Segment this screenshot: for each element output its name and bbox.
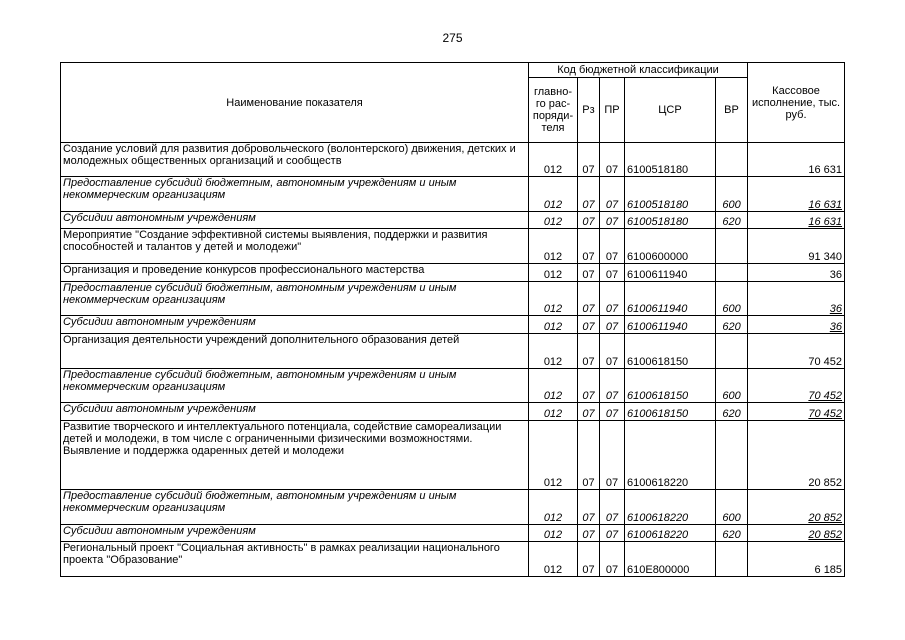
table-row bbox=[61, 264, 845, 282]
cell-csr: 6100618150 bbox=[625, 334, 716, 369]
table-body bbox=[61, 143, 845, 577]
cell-csr: 6100518180 bbox=[625, 143, 716, 177]
cell-pr: 07 bbox=[600, 369, 625, 403]
cell-vr: 620 bbox=[716, 403, 748, 421]
cell-csr: 610E800000 bbox=[625, 542, 716, 577]
cell-pr: 07 bbox=[600, 490, 625, 525]
cell-vr: 600 bbox=[716, 369, 748, 403]
cell-pr: 07 bbox=[600, 316, 625, 334]
cell-pr: 07 bbox=[600, 229, 625, 264]
cell-rz: 07 bbox=[578, 229, 600, 264]
cell-pr: 07 bbox=[600, 525, 625, 542]
cell-rz: 07 bbox=[578, 143, 600, 177]
header-rz: Рз bbox=[578, 78, 600, 143]
cell-vr bbox=[716, 264, 748, 282]
cell-vr: 600 bbox=[716, 177, 748, 212]
cell-rz: 07 bbox=[578, 177, 600, 212]
header-pr: ПР bbox=[600, 78, 625, 143]
cell-sum: 20 852 bbox=[748, 490, 845, 525]
cell-pr: 07 bbox=[600, 212, 625, 229]
cell-pr: 07 bbox=[600, 282, 625, 316]
cell-csr: 6100518180 bbox=[625, 212, 716, 229]
table-row bbox=[61, 143, 845, 177]
cell-csr: 6100600000 bbox=[625, 229, 716, 264]
cell-glav: 012 bbox=[529, 369, 578, 403]
cell-vr: 600 bbox=[716, 490, 748, 525]
header-glav: главно-го рас-поряди-теля bbox=[529, 78, 578, 143]
table-row bbox=[61, 212, 845, 229]
cell-rz: 07 bbox=[578, 282, 600, 316]
table-row bbox=[61, 334, 845, 369]
header-row-1 bbox=[61, 63, 845, 78]
cell-name: Предоставление субсидий бюджетным, автономным учреждениям и иным некоммерческим организациям bbox=[61, 177, 529, 212]
cell-vr: 620 bbox=[716, 316, 748, 334]
cell-glav: 012 bbox=[529, 403, 578, 421]
cell-pr: 07 bbox=[600, 542, 625, 577]
cell-rz: 07 bbox=[578, 403, 600, 421]
cell-glav: 012 bbox=[529, 264, 578, 282]
cell-name: Развитие творческого и интеллектуального потенциала, содействие самореализации детей и молодежи, в том числе с ограниченными физическими возможностями. Выявление и поддержка одаренных детей и молодежи bbox=[61, 421, 529, 490]
cell-glav: 012 bbox=[529, 177, 578, 212]
cell-glav: 012 bbox=[529, 229, 578, 264]
cell-csr: 6100618220 bbox=[625, 421, 716, 490]
cell-pr: 07 bbox=[600, 334, 625, 369]
cell-name: Субсидии автономным учреждениям bbox=[61, 212, 529, 229]
cell-name: Субсидии автономным учреждениям bbox=[61, 316, 529, 334]
cell-rz: 07 bbox=[578, 542, 600, 577]
cell-glav: 012 bbox=[529, 421, 578, 490]
cell-csr: 6100518180 bbox=[625, 177, 716, 212]
cell-glav: 012 bbox=[529, 490, 578, 525]
cell-glav: 012 bbox=[529, 212, 578, 229]
cell-name: Субсидии автономным учреждениям bbox=[61, 525, 529, 542]
cell-vr bbox=[716, 542, 748, 577]
table-row bbox=[61, 525, 845, 542]
cell-pr: 07 bbox=[600, 421, 625, 490]
cell-name: Создание условий для развития добровольческого (волонтерского) движения, детских и молодежных общественных организаций и сообществ bbox=[61, 143, 529, 177]
cell-csr: 6100618150 bbox=[625, 369, 716, 403]
cell-sum: 70 452 bbox=[748, 369, 845, 403]
cell-pr: 07 bbox=[600, 403, 625, 421]
cell-csr: 6100618150 bbox=[625, 403, 716, 421]
cell-rz: 07 bbox=[578, 316, 600, 334]
cell-pr: 07 bbox=[600, 177, 625, 212]
header-vr: ВР bbox=[716, 78, 748, 143]
cell-vr bbox=[716, 421, 748, 490]
cell-glav: 012 bbox=[529, 334, 578, 369]
cell-sum: 16 631 bbox=[748, 177, 845, 212]
cell-csr: 6100618220 bbox=[625, 525, 716, 542]
cell-rz: 07 bbox=[578, 334, 600, 369]
cell-name: Организация деятельности учреждений дополнительного образования детей bbox=[61, 334, 529, 369]
header-sum: Кассовое исполнение, тыс. руб. bbox=[748, 63, 845, 143]
table-row bbox=[61, 421, 845, 490]
cell-glav: 012 bbox=[529, 282, 578, 316]
header-name: Наименование показателя bbox=[61, 63, 529, 143]
budget-execution-table bbox=[60, 62, 845, 577]
cell-glav: 012 bbox=[529, 525, 578, 542]
cell-sum: 36 bbox=[748, 264, 845, 282]
cell-name: Предоставление субсидий бюджетным, автономным учреждениям и иным некоммерческим организациям bbox=[61, 282, 529, 316]
cell-vr bbox=[716, 334, 748, 369]
cell-sum: 20 852 bbox=[748, 525, 845, 542]
header-csr: ЦСР bbox=[625, 78, 716, 143]
table-row bbox=[61, 369, 845, 403]
table-row bbox=[61, 282, 845, 316]
cell-glav: 012 bbox=[529, 316, 578, 334]
cell-csr: 6100611940 bbox=[625, 264, 716, 282]
cell-vr bbox=[716, 229, 748, 264]
table-row bbox=[61, 542, 845, 577]
cell-rz: 07 bbox=[578, 421, 600, 490]
cell-csr: 6100611940 bbox=[625, 316, 716, 334]
cell-name: Мероприятие "Создание эффективной системы выявления, поддержки и развития способностей и талантов у детей и молодежи" bbox=[61, 229, 529, 264]
cell-vr: 620 bbox=[716, 525, 748, 542]
cell-sum: 16 631 bbox=[748, 143, 845, 177]
table-row bbox=[61, 490, 845, 525]
cell-rz: 07 bbox=[578, 525, 600, 542]
cell-name: Организация и проведение конкурсов профессионального мастерства bbox=[61, 264, 529, 282]
cell-vr: 620 bbox=[716, 212, 748, 229]
cell-sum: 20 852 bbox=[748, 421, 845, 490]
cell-sum: 16 631 bbox=[748, 212, 845, 229]
page-number: 275 bbox=[442, 31, 463, 45]
cell-sum: 6 185 bbox=[748, 542, 845, 577]
cell-csr: 6100618220 bbox=[625, 490, 716, 525]
table-row bbox=[61, 403, 845, 421]
cell-sum: 36 bbox=[748, 282, 845, 316]
cell-csr: 6100611940 bbox=[625, 282, 716, 316]
cell-pr: 07 bbox=[600, 264, 625, 282]
cell-rz: 07 bbox=[578, 490, 600, 525]
cell-sum: 36 bbox=[748, 316, 845, 334]
cell-name: Субсидии автономным учреждениям bbox=[61, 403, 529, 421]
cell-name: Региональный проект "Социальная активность" в рамках реализации национального проекта "Образование" bbox=[61, 542, 529, 577]
cell-sum: 70 452 bbox=[748, 334, 845, 369]
cell-rz: 07 bbox=[578, 212, 600, 229]
cell-pr: 07 bbox=[600, 143, 625, 177]
cell-sum: 91 340 bbox=[748, 229, 845, 264]
header-code-group: Код бюджетной классификации bbox=[529, 63, 748, 78]
cell-glav: 012 bbox=[529, 542, 578, 577]
cell-rz: 07 bbox=[578, 264, 600, 282]
cell-sum: 70 452 bbox=[748, 403, 845, 421]
table-row bbox=[61, 229, 845, 264]
cell-glav: 012 bbox=[529, 143, 578, 177]
cell-name: Предоставление субсидий бюджетным, автономным учреждениям и иным некоммерческим организациям bbox=[61, 490, 529, 525]
cell-vr: 600 bbox=[716, 282, 748, 316]
cell-rz: 07 bbox=[578, 369, 600, 403]
cell-name: Предоставление субсидий бюджетным, автономным учреждениям и иным некоммерческим организациям bbox=[61, 369, 529, 403]
cell-vr bbox=[716, 143, 748, 177]
table-row bbox=[61, 316, 845, 334]
table-row bbox=[61, 177, 845, 212]
